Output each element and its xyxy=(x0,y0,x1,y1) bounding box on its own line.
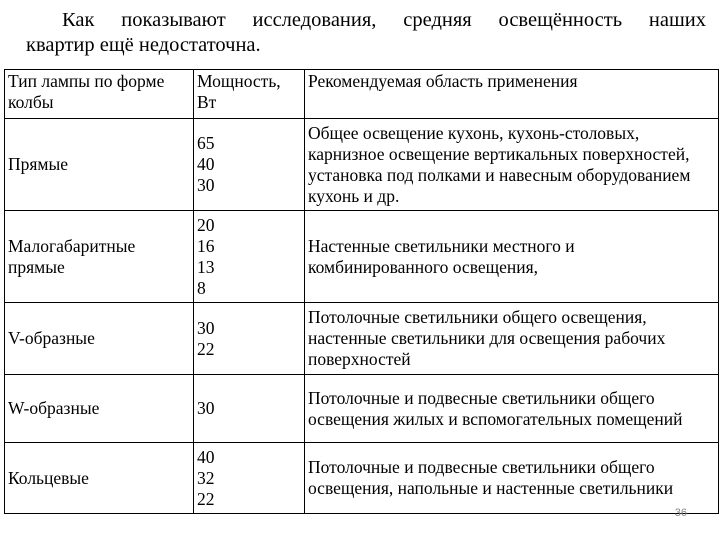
power-cell xyxy=(194,119,305,211)
power-cell xyxy=(194,211,305,303)
lamp-type-cell: Кольцевые xyxy=(5,443,194,514)
power-value: 13 xyxy=(197,256,215,277)
table-row xyxy=(5,443,719,514)
header-power: Мощность, Вт xyxy=(194,70,305,119)
lamp-type-cell: Малогабаритные прямые xyxy=(5,211,194,303)
power-value: 22 xyxy=(197,488,215,509)
power-value: 30 xyxy=(197,317,215,338)
power-cell xyxy=(194,443,305,514)
intro-line-2: квартир ещё недостаточна. xyxy=(26,34,261,56)
application-cell: Потолочные светильники общего освещения, настенные светильники для освещения рабочих поверхностей xyxy=(305,303,719,375)
table-row xyxy=(5,303,719,375)
power-value: 40 xyxy=(197,154,215,174)
power-value: 40 xyxy=(197,446,215,467)
lamp-table xyxy=(4,69,719,514)
power-value: 65 xyxy=(197,133,215,153)
table-header-row xyxy=(5,70,719,119)
power-value: 32 xyxy=(197,467,215,488)
application-cell: Общее освещение кухонь, кухонь-столовых, карнизное освещение вертикальных поверхностей, установка под полками и навесным оборудованием кухонь и др. xyxy=(305,119,719,211)
table-row xyxy=(5,119,719,211)
power-cell xyxy=(194,303,305,375)
power-cell xyxy=(194,375,305,443)
power-value: 22 xyxy=(197,338,215,359)
power-value: 16 xyxy=(197,235,215,256)
lamp-type-cell: Прямые xyxy=(5,119,194,211)
header-application: Рекомендуемая область применения xyxy=(305,70,719,119)
lamp-type-cell: W-образные xyxy=(5,375,194,443)
power-value: 20 xyxy=(197,214,215,235)
lamp-type-cell: V-образные xyxy=(5,303,194,375)
header-lamp-type: Тип лампы по форме колбы xyxy=(5,70,194,119)
table-row xyxy=(5,375,719,443)
application-cell: Потолочные и подвесные светильники общего освещения жилых и вспомогательных помещений xyxy=(305,375,719,443)
intro-paragraph xyxy=(26,8,706,58)
page-number: 36 xyxy=(674,507,687,519)
table-row xyxy=(5,211,719,303)
power-value: 30 xyxy=(197,398,215,418)
power-value: 30 xyxy=(197,175,215,195)
power-value: 8 xyxy=(197,277,206,298)
intro-line-1: Как показывают исследования, средняя освещённость наших xyxy=(62,9,706,31)
application-cell: Потолочные и подвесные светильники общего освещения, напольные и настенные светильники xyxy=(305,443,719,514)
application-cell: Настенные светильники местного и комбинированного освещения, xyxy=(305,211,719,303)
